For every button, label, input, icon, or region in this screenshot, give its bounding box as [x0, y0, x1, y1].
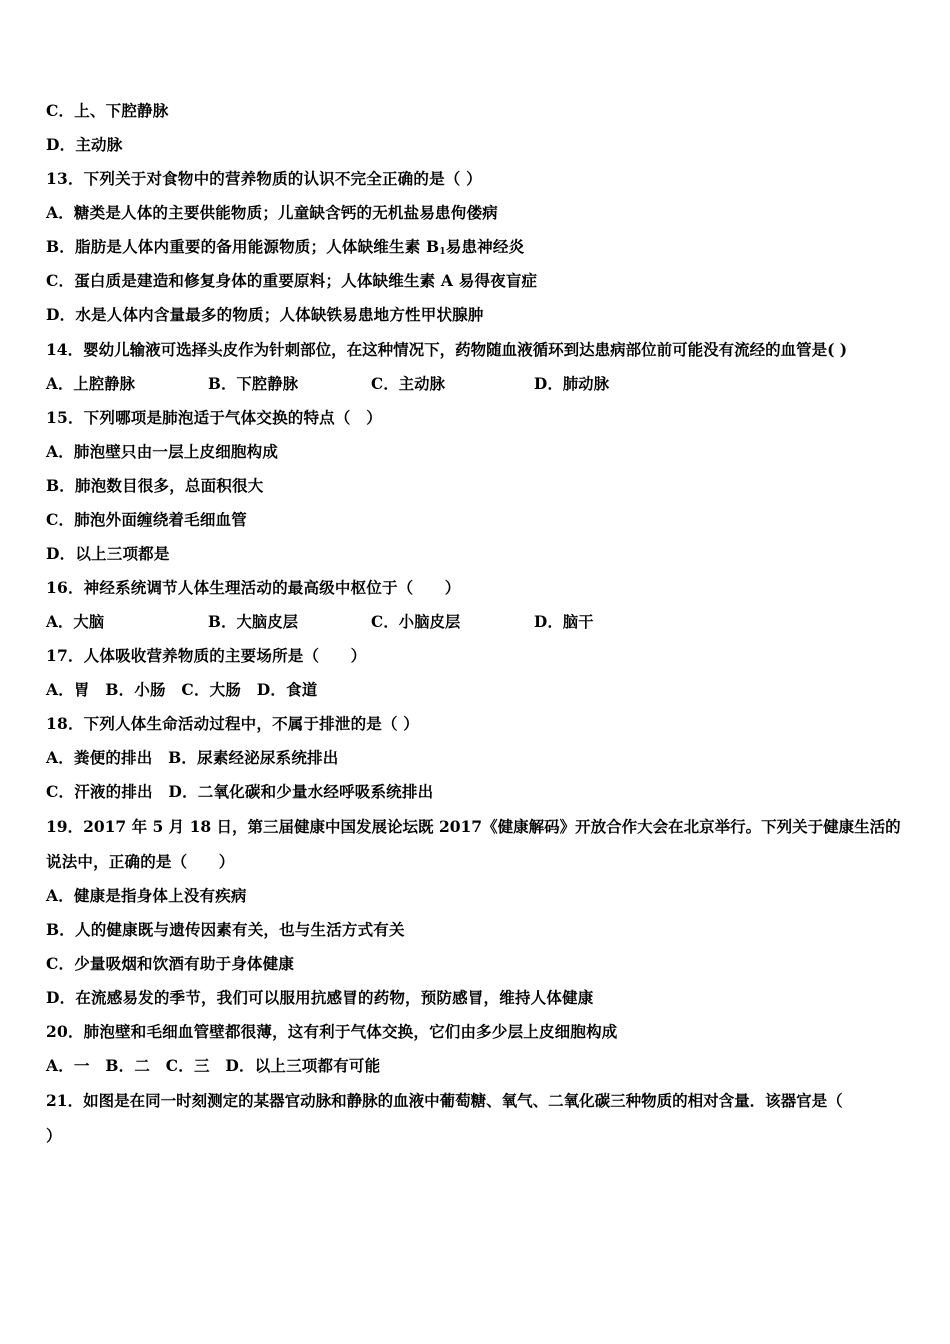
q19-stem-line2: 说法中，正确的是（ ） — [46, 852, 235, 871]
q18-options-ab: A．粪便的排出 B．尿素经泌尿系统排出 — [46, 748, 339, 767]
q20-stem: 20．肺泡壁和毛细血管壁都很薄，这有利于气体交换，它们由多少层上皮细胞构成 — [46, 1022, 618, 1041]
q13-option-b-text: B．脂肪是人体内重要的备用能源物质；人体缺维生素 B — [46, 237, 440, 256]
q14-option-a: A．上腔静脉 — [46, 374, 136, 393]
q16-option-c: C．小脑皮层 — [371, 612, 461, 631]
q12-option-d: D．主动脉 — [46, 135, 123, 154]
q12-option-c: C．上、下腔静脉 — [46, 101, 169, 120]
q19-stem-line1: 19．2017 年 5 月 18 日，第三届健康中国发展论坛既 2017《健康解码》开放合作大会在北京举行。下列关于健康生活的 — [46, 817, 901, 836]
q17-options: A．胃 B．小肠 C．大肠 D．食道 — [46, 680, 318, 699]
q15-option-d: D．以上三项都是 — [46, 544, 170, 563]
q15-stem: 15．下列哪项是肺泡适于气体交换的特点（ ） — [46, 408, 382, 427]
q21-stem-line2: ） — [46, 1126, 62, 1145]
q16-options — [46, 612, 910, 632]
q13-option-b-subscript: 1 — [439, 247, 446, 257]
q19-option-a: A．健康是指身体上没有疾病 — [46, 886, 247, 905]
q13-option-d: D．水是人体内含量最多的物质；人体缺铁易患地方性甲状腺肿 — [46, 305, 484, 324]
q16-stem: 16．神经系统调节人体生理活动的最高级中枢位于（ ） — [46, 578, 461, 597]
q17-stem: 17．人体吸收营养物质的主要场所是（ ） — [46, 646, 367, 665]
q15-option-b: B．肺泡数目很多，总面积很大 — [46, 476, 264, 495]
q18-stem: 18．下列人体生命活动过程中，不属于排泄的是（ ） — [46, 714, 419, 733]
q21-stem-line1: 21．如图是在同一时刻测定的某器官动脉和静脉的血液中葡萄糖、氧气、二氧化碳三种物质的相对含量．该器官是（ — [46, 1091, 843, 1110]
q14-option-d: D．肺动脉 — [534, 374, 610, 393]
q14-option-c: C．主动脉 — [371, 374, 446, 393]
q19-option-d: D．在流感易发的季节，我们可以服用抗感冒的药物，预防感冒，维持人体健康 — [46, 988, 594, 1007]
q15-option-c: C．肺泡外面缠绕着毛细血管 — [46, 510, 247, 529]
q13-stem: 13．下列关于对食物中的营养物质的认识不完全正确的是（ ） — [46, 169, 482, 188]
q13-option-c: C．蛋白质是建造和修复身体的重要原料；人体缺维生素 A 易得夜盲症 — [46, 271, 538, 290]
q13-option-b — [46, 237, 524, 257]
q14-stem: 14．婴幼儿输液可选择头皮作为针刺部位，在这种情况下，药物随血液循环到达患病部位前可能没有流经的血管是( ) — [46, 340, 848, 359]
q19-option-b: B．人的健康既与遗传因素有关，也与生活方式有关 — [46, 920, 405, 939]
q14-option-b: B．下腔静脉 — [208, 374, 299, 393]
q14-options — [46, 374, 910, 394]
q16-option-d: D．脑干 — [534, 612, 594, 631]
q13-option-b-text-end: 易患神经炎 — [445, 237, 525, 256]
q16-option-a: A．大脑 — [46, 612, 105, 631]
q18-options-cd: C．汗液的排出 D．二氧化碳和少量水经呼吸系统排出 — [46, 782, 434, 801]
q20-options: A．一 B．二 C．三 D．以上三项都有可能 — [46, 1056, 381, 1075]
q19-option-c: C．少量吸烟和饮酒有助于身体健康 — [46, 954, 295, 973]
q16-option-b: B．大脑皮层 — [208, 612, 299, 631]
q13-option-a: A．糖类是人体的主要供能物质；儿童缺含钙的无机盐易患佝偻病 — [46, 203, 498, 222]
q15-option-a: A．肺泡壁只由一层上皮细胞构成 — [46, 442, 279, 461]
